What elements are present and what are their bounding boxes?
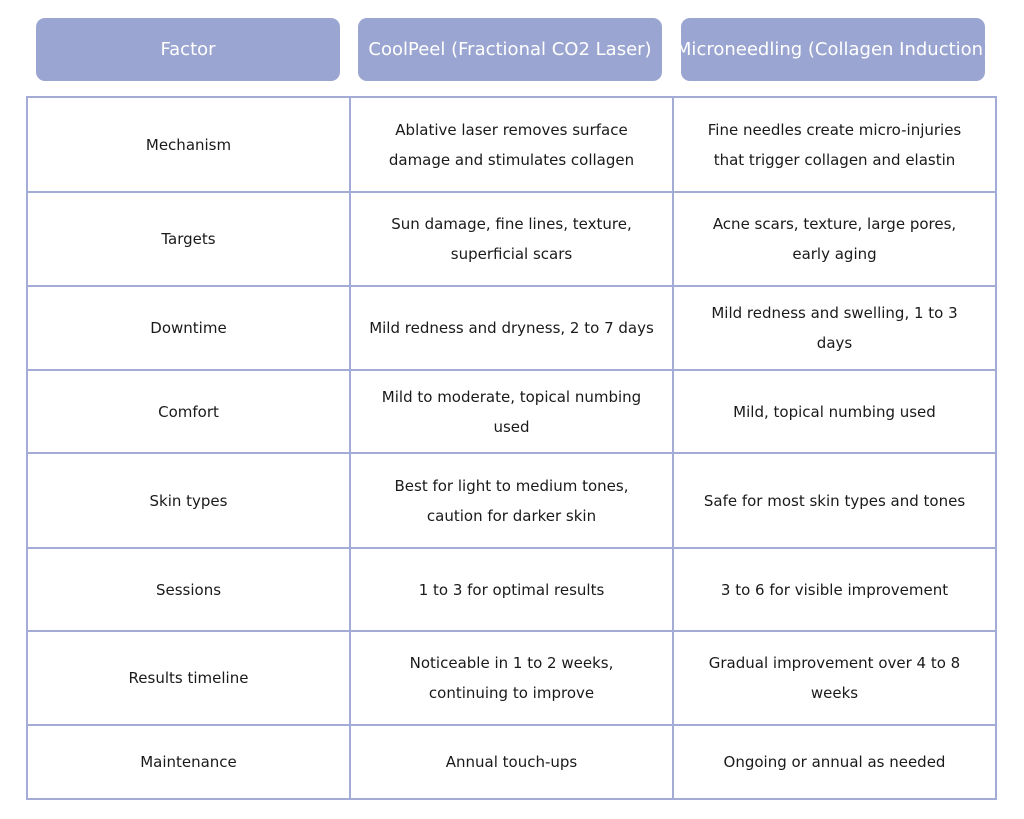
table-row	[27, 548, 996, 631]
factor-cell: Maintenance	[27, 725, 350, 799]
table-row	[27, 725, 996, 799]
coolpeel-cell: Noticeable in 1 to 2 weeks, continuing to improve	[350, 631, 673, 725]
coolpeel-cell: 1 to 3 for optimal results	[350, 548, 673, 631]
microneedling-cell: Safe for most skin types and tones	[673, 453, 996, 548]
coolpeel-cell: Sun damage, fine lines, texture, superficial scars	[350, 192, 673, 286]
coolpeel-cell: Ablative laser removes surface damage and stimulates collagen	[350, 97, 673, 192]
header-factor: Factor	[36, 18, 340, 81]
factor-cell: Downtime	[27, 286, 350, 370]
factor-cell: Skin types	[27, 453, 350, 548]
coolpeel-cell: Mild redness and dryness, 2 to 7 days	[350, 286, 673, 370]
factor-cell: Mechanism	[27, 97, 350, 192]
factor-cell: Comfort	[27, 370, 350, 453]
table-row	[27, 453, 996, 548]
microneedling-cell: 3 to 6 for visible improvement	[673, 548, 996, 631]
microneedling-cell: Ongoing or annual as needed	[673, 725, 996, 799]
coolpeel-cell: Annual touch-ups	[350, 725, 673, 799]
comparison-table	[26, 96, 997, 800]
factor-cell: Results timeline	[27, 631, 350, 725]
header-coolpeel: CoolPeel (Fractional CO2 Laser)	[358, 18, 662, 81]
microneedling-cell: Mild redness and swelling, 1 to 3 days	[673, 286, 996, 370]
coolpeel-cell: Best for light to medium tones, caution for darker skin	[350, 453, 673, 548]
microneedling-cell: Mild, topical numbing used	[673, 370, 996, 453]
microneedling-cell: Gradual improvement over 4 to 8 weeks	[673, 631, 996, 725]
table-row	[27, 286, 996, 370]
factor-cell: Targets	[27, 192, 350, 286]
table-row	[27, 192, 996, 286]
factor-cell: Sessions	[27, 548, 350, 631]
microneedling-cell: Acne scars, texture, large pores, early aging	[673, 192, 996, 286]
table-row	[27, 97, 996, 192]
table-row	[27, 631, 996, 725]
microneedling-cell: Fine needles create micro-injuries that trigger collagen and elastin	[673, 97, 996, 192]
coolpeel-cell: Mild to moderate, topical numbing used	[350, 370, 673, 453]
header-microneedling: Microneedling (Collagen Induction)	[681, 18, 985, 81]
table-row	[27, 370, 996, 453]
